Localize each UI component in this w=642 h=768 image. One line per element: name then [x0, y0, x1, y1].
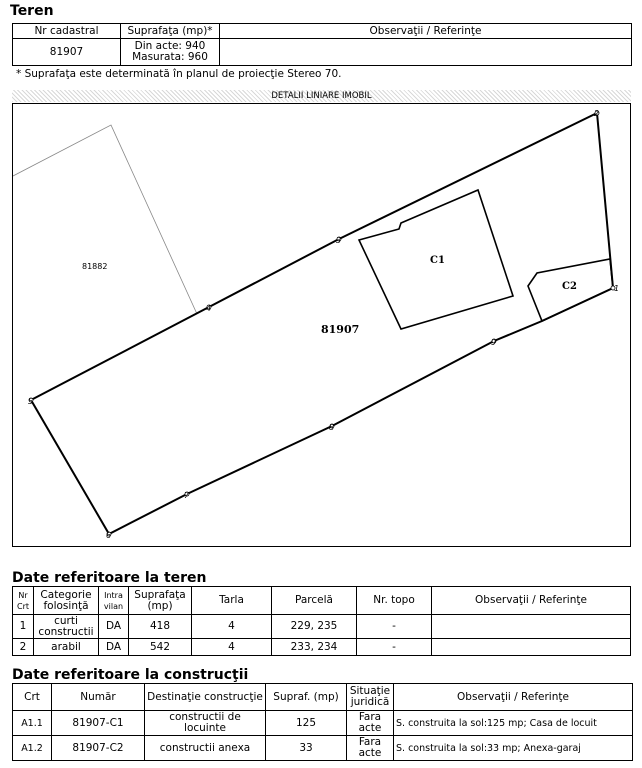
land-row-nr: 1 — [13, 615, 34, 639]
land-row-intravilan: DA — [99, 639, 129, 656]
cons-row-numar: 81907-C2 — [52, 736, 145, 761]
cons-row-destinatie: constructii anexa — [145, 736, 266, 761]
land-header-tarla: Tarla — [192, 587, 272, 615]
teren-title: Teren — [10, 3, 54, 19]
land-header-nr: Nr Crt — [13, 587, 34, 615]
cons-header-crt: Crt — [13, 684, 52, 711]
table-row — [13, 639, 631, 656]
table-row — [13, 736, 633, 761]
header-nr-cadastral: Nr cadastral — [13, 24, 121, 39]
cons-header-numar: Număr — [52, 684, 145, 711]
point-label-4: 4 — [206, 304, 212, 313]
observatii-value — [220, 39, 632, 66]
cons-row-crt: A1.2 — [13, 736, 52, 761]
land-row-tarla: 4 — [192, 639, 272, 656]
cons-header-destinatie: Destinaţie construcţie — [145, 684, 266, 711]
suprafata-din-acte: Din acte: 940 — [134, 40, 206, 52]
building-c2-label: C2 — [562, 281, 577, 292]
land-row-parcela: 229, 235 — [272, 615, 357, 639]
cons-row-destinatie: constructii de locuinte — [145, 711, 266, 736]
land-row-parcela: 233, 234 — [272, 639, 357, 656]
projection-note: * Suprafaţa este determinată în planul de proiecţie Stereo 70. — [16, 68, 342, 80]
land-table — [12, 586, 631, 656]
table-row — [13, 615, 631, 639]
land-header-parcela: Parcelă — [272, 587, 357, 615]
cons-row-situatie: Fara acte — [347, 736, 394, 761]
parcel-plan — [12, 103, 631, 547]
plan-banner-text: DETALII LINIARE IMOBIL — [271, 91, 372, 101]
parcel-plan-drawing — [13, 104, 630, 546]
land-header-categorie: Categorie folosinţă — [34, 587, 99, 615]
header-observatii: Observaţii / Referinţe — [220, 24, 632, 39]
point-label-2: 2 — [594, 109, 600, 118]
cons-row-supraf: 125 — [266, 711, 347, 736]
cons-header-supraf: Supraf. (mp) — [266, 684, 347, 711]
plan-banner — [12, 90, 631, 102]
point-label-1: 1 — [614, 284, 620, 293]
neighbor-parcel-outline — [13, 125, 197, 314]
date-teren-title: Date referitoare la teren — [12, 570, 207, 586]
point-label-3: 3 — [336, 236, 342, 245]
land-row-suprafata: 542 — [129, 639, 192, 656]
land-row-obs — [432, 639, 631, 656]
cons-row-situatie: Fara acte — [347, 711, 394, 736]
suprafata-cell — [121, 39, 220, 66]
cons-row-obs: S. construita la sol:33 mp; Anexa-garaj — [394, 736, 633, 761]
land-header-intravilan: Intra vilan — [99, 587, 129, 615]
land-header-obs: Observaţii / Referinţe — [432, 587, 631, 615]
suprafata-masurata: Masurata: 960 — [132, 51, 208, 63]
land-header-suprafata: Suprafaţa (mp) — [129, 587, 192, 615]
point-label-8: 8 — [329, 423, 335, 432]
point-label-6: 6 — [106, 531, 112, 540]
parcel-label: 81907 — [321, 323, 360, 336]
constructions-table — [12, 683, 633, 761]
land-row-tarla: 4 — [192, 615, 272, 639]
building-c1-label: C1 — [430, 255, 445, 266]
point-label-9: 9 — [491, 338, 497, 347]
cons-row-supraf: 33 — [266, 736, 347, 761]
land-row-topo: - — [357, 615, 432, 639]
point-label-7: 7 — [184, 491, 190, 500]
cons-row-obs: S. construita la sol:125 mp; Casa de locuit — [394, 711, 633, 736]
teren-table — [12, 23, 632, 66]
land-row-suprafata: 418 — [129, 615, 192, 639]
cons-header-obs: Observaţii / Referinţe — [394, 684, 633, 711]
cons-header-situatie: Situaţie juridică — [347, 684, 394, 711]
cons-row-crt: A1.1 — [13, 711, 52, 736]
land-row-nr: 2 — [13, 639, 34, 656]
table-row — [13, 711, 633, 736]
point-label-5: 5 — [28, 397, 34, 406]
land-row-categorie: arabil — [34, 639, 99, 656]
land-header-topo: Nr. topo — [357, 587, 432, 615]
header-suprafata: Suprafaţa (mp)* — [121, 24, 220, 39]
date-constructii-title: Date referitoare la construcţii — [12, 667, 249, 683]
nr-cadastral-value: 81907 — [13, 39, 121, 66]
land-row-intravilan: DA — [99, 615, 129, 639]
land-row-categorie: curti constructii — [34, 615, 99, 639]
land-row-topo: - — [357, 639, 432, 656]
cons-row-numar: 81907-C1 — [52, 711, 145, 736]
land-row-obs — [432, 615, 631, 639]
neighbor-parcel-label: 81882 — [82, 262, 108, 271]
